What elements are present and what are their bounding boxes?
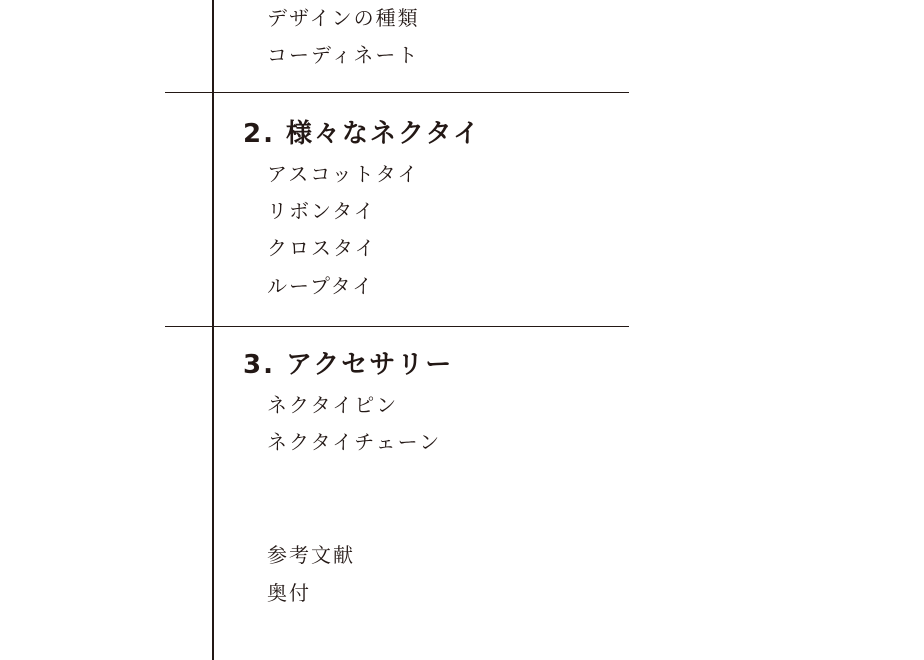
toc-chapter-heading[interactable] — [0, 119, 700, 149]
toc-entry[interactable] — [0, 427, 700, 457]
toc-entry[interactable] — [0, 159, 700, 189]
toc-entry-title: ネクタイチェーン — [267, 430, 442, 454]
toc-entry[interactable] — [0, 233, 700, 263]
toc-entry-title: ネクタイピン — [267, 393, 399, 417]
toc-entry-title: アスコットタイ — [267, 162, 420, 186]
toc-entry-title: ループタイ — [267, 274, 375, 298]
toc-chapter-title: 3. アクセサリー — [243, 350, 454, 380]
section-divider — [165, 92, 629, 93]
toc-chapter-title: 2. 様々なネクタイ — [243, 119, 481, 149]
toc-entry-title: 参考文献 — [267, 543, 355, 567]
toc-entry-title: クロスタイ — [267, 236, 377, 260]
toc-entry[interactable] — [0, 540, 700, 570]
section-divider — [165, 326, 629, 327]
toc-entry[interactable] — [0, 578, 700, 608]
toc-entry-title: コーディネート — [267, 43, 420, 67]
toc-entry-title: 奥付 — [267, 581, 311, 605]
toc-chapter-heading[interactable] — [0, 350, 700, 380]
toc-entry[interactable] — [0, 271, 700, 301]
toc-entry[interactable] — [0, 40, 700, 70]
toc-entry-title: リボンタイ — [267, 199, 376, 223]
toc-entry[interactable] — [0, 390, 700, 420]
toc-entry[interactable] — [0, 196, 700, 226]
toc-entry[interactable] — [0, 3, 700, 33]
toc-entry-title: デザインの種類 — [267, 6, 420, 30]
